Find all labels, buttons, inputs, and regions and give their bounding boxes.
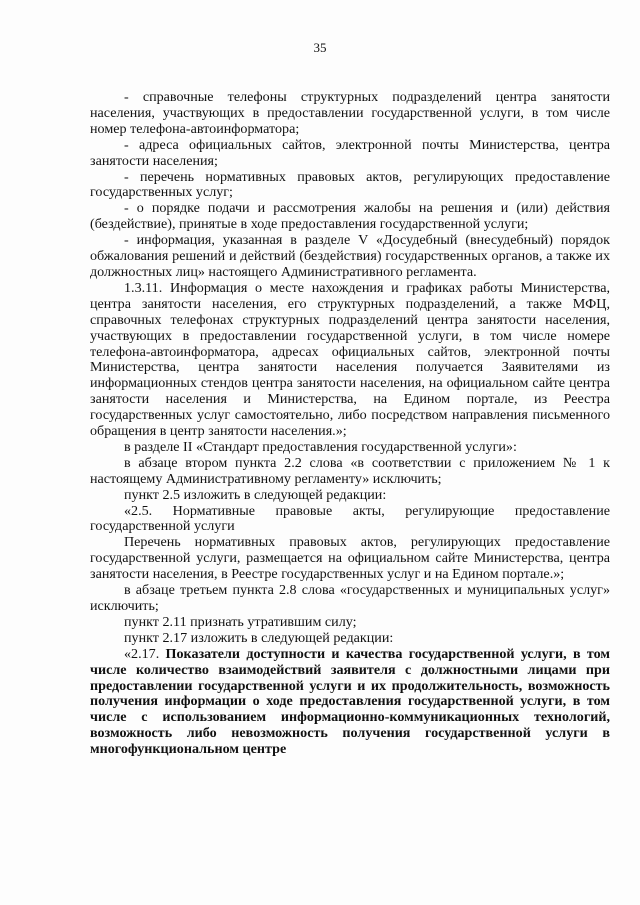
- paragraph: - справочные телефоны структурных подразделений центра занятости населения, участвующих в предоставлении государственной услуги, в том числе номер телефона-автоинформатора;: [90, 89, 610, 137]
- paragraph: в разделе II «Стандарт предоставления государственной услуги»:: [124, 438, 517, 455]
- paragraph: - перечень нормативных правовых актов, регулирующих предоставление государственных услуг;: [90, 168, 610, 201]
- paragraph: пункт 2.17 изложить в следующей редакции:: [124, 629, 394, 646]
- bold-heading-text: Показатели доступности и качества государственной услуги, в том числе количество взаимодействий заявителя с должностными лицами при предоставлении государственной услуги и их продолжительность, возможность получения информации о ходе предоставления государственной услуги, в том числе с использованием информационно-коммуникационных технологий, возможность либо невозможность получения государственной услуги в многофункциональном центре: [90, 645, 610, 758]
- paragraph: пункт 2.11 признать утратившим силу;: [124, 613, 357, 630]
- page-number: 35: [313, 40, 327, 55]
- document-body: [90, 90, 610, 758]
- paragraph: пункт 2.5 изложить в следующей редакции:: [124, 486, 387, 503]
- paragraph-prefix: «2.17.: [124, 645, 166, 662]
- paragraph: 1.3.11. Информация о месте нахождения и графиках работы Министерства, центра занятости населения, его структурных подразделений, а также МФЦ, справочных телефонах структурных подразделений центра занятости населения, участвующих в предоставлении государственной услуги, в том числе номере телефона-автоинформатора, адресах официальных сайтов, электронной почты Министерства, центра занятости населения получается Заявителями из информационных стендов центра занятости населения, на официальном сайте центра занятости населения и Министерства, на Едином портале, из Реестра государственных услуг самостоятельно, либо посредством направления письменного обращения в центр занятости населения.»;: [90, 279, 610, 440]
- paragraph: в абзаце втором пункта 2.2 слова «в соответствии с приложением № 1 к настоящему Административному регламенту» исключить;: [90, 454, 610, 487]
- paragraph: - информация, указанная в разделе V «Досудебный (внесудебный) порядок обжалования решений и действий (бездействия) государственных органов, а также их должностных лиц» настоящего Административного регламента.: [90, 232, 610, 280]
- paragraph-2-17: [90, 647, 610, 758]
- paragraph: «2.5. Нормативные правовые акты, регулирующие предоставление государственной услуги: [90, 502, 610, 535]
- paragraph: - о порядке подачи и рассмотрения жалобы на решения и (или) действия (бездействие), принятые в ходе предоставления государственной услуги;: [90, 200, 610, 233]
- paragraph: - адреса официальных сайтов, электронной почты Министерства, центра занятости населения;: [90, 136, 610, 169]
- paragraph: Перечень нормативных правовых актов, регулирующих предоставление государственной услуги, размещается на официальном сайте Министерства, центра занятости населения, в Реестре государственных услуг и на Едином портале.»;: [90, 534, 610, 583]
- paragraph: в абзаце третьем пункта 2.8 слова «государственных и муниципальных услуг» исключить;: [90, 582, 610, 614]
